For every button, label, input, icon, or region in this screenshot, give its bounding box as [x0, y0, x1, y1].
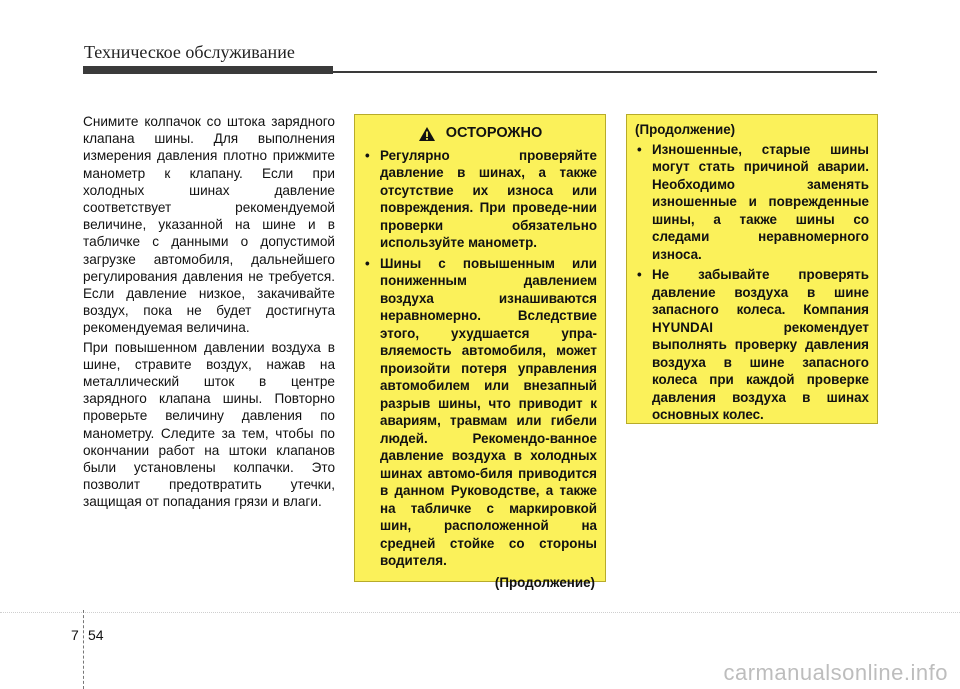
header-rule-thin: [333, 71, 877, 73]
body-paragraph: Снимите колпачок со штока зарядного клапана шины. Для выполнения измерения давления плотно прижмите манометр к клапану. Если при холодных шинах давление соответствует рекомендуемой величине, указанной на шине и в табличке с данными о допустимой загрузке автомобиля, дальнейшего регулирования давления не требуется. Если давление низкое, закачивайте воздух, пока не будет достигнута рекомендуемая величина.: [83, 114, 335, 336]
warning-title: ОСТОРОЖНО: [445, 125, 543, 141]
body-text-column: [83, 113, 335, 513]
section-title: Техническое обслуживание: [84, 42, 295, 62]
chapter-number: 7: [71, 627, 79, 643]
continued-item: • Изношенные, старые шины могут стать причиной аварии. Необходимо заменять изношенные и поврежденные шины, а также шины со следами неравномерного износа.: [635, 141, 869, 264]
header-rule-thick: [83, 66, 333, 74]
continued-item: • Не забывайте проверять давление воздуха в шине запасного колеса. Компания HYUNDAI рекомендует выполнять проверку давления воздуха в шине запасного колеса при каждой проверке давления воздуха в шинах основных колес.: [635, 266, 869, 424]
footer-divider: [0, 612, 960, 613]
warning-box: [354, 114, 606, 590]
warning-triangle-icon: [418, 126, 436, 142]
body-paragraph: При повышенном давлении воздуха в шине, стравите воздух, нажав на металлический шток в центре зарядного клапана шины. Повторно проверьте величину давления по манометру. Следите за тем, чтобы по окончании работ на штоки клапанов были установлены колпачки. Это позволит предотвратить утечки, защищая от попадания грязи и влаги.: [83, 339, 335, 510]
warning-header: [363, 125, 597, 143]
warning-item: • Регулярно проверяйте давление в шинах, а также отсутствие их износа или повреждения. При проведе-нии проверки обязательно используйте манометр.: [363, 147, 597, 252]
continued-warning-box: [626, 114, 878, 424]
continued-list: [635, 141, 869, 424]
warning-item: • Шины с повышенным или пониженным давлением воздуха изнашиваются неравномерно. Вследствие этого, ухудшается упра-вляемость автомобиля, может произойти потеря управления автомобилем или внезапный разрыв шины, что приводит к авариям, травмам или гибели людей. Рекомендо-ванное давление воздуха в холодных шинах автомо-биля приводится в данном Руководстве, а также на табличке с маркировкой шин, расположенной на средней стойке со стороны водителя.: [363, 255, 597, 570]
watermark-link[interactable]: carmanualsonline.info: [723, 660, 948, 685]
continued-heading: (Продолжение): [635, 122, 736, 137]
page-number: 54: [88, 627, 104, 643]
page-number-divider: [83, 610, 84, 689]
continued-label: (Продолжение): [494, 574, 595, 590]
warning-list: [363, 147, 597, 570]
